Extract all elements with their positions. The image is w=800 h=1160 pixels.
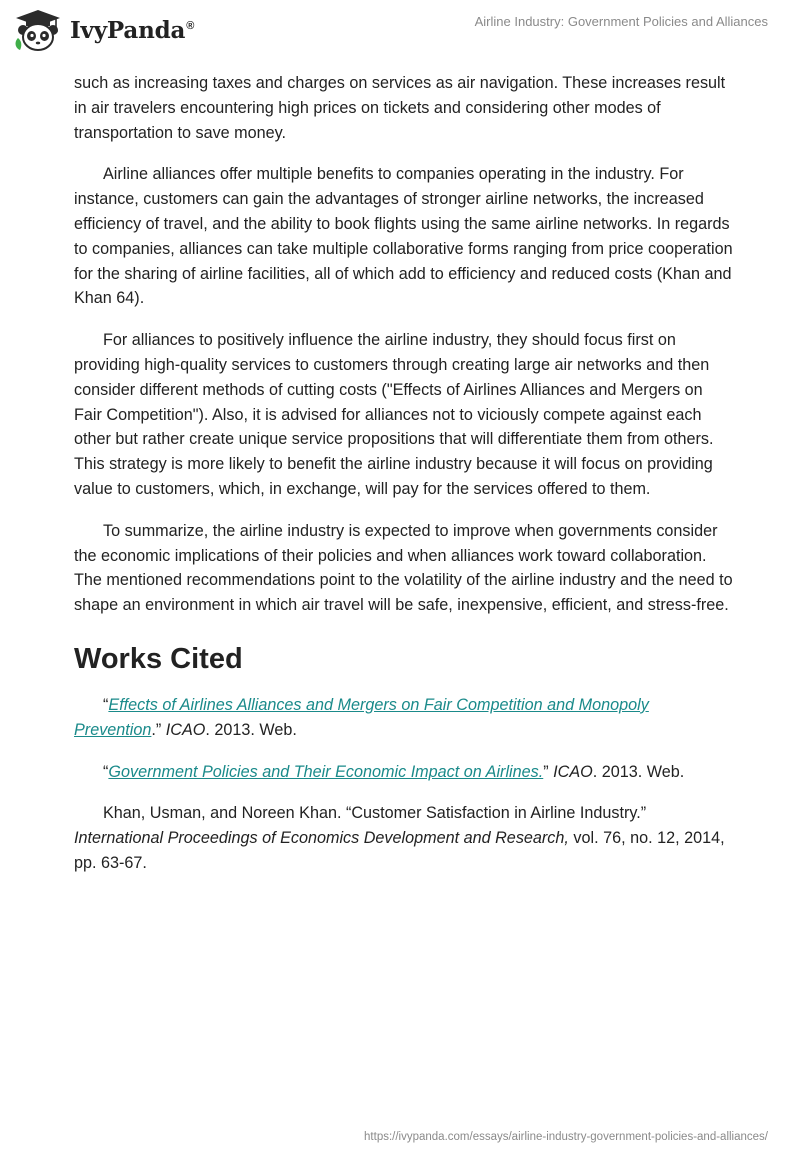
citation-2: “Government Policies and Their Economic Impact on Airlines.” ICAO. 2013. Web. — [103, 762, 685, 781]
paragraph-1: such as increasing taxes and charges on services as air navigation. These increases result in air travelers encountering high prices on tickets and considering other modes of transportation to save money. — [74, 74, 726, 142]
paragraph-3: For alliances to positively influence the airline industry, they should focus first on providing high-quality services to customers through creating large air networks and then consider different methods of cutting costs ("Effects of Airlines Alliances and Mergers on Fair Competition"). Also, it is advised for alliances not to viciously compete against each other but rather create unique service propositions that will differentiate them from others. This strategy is more likely to benefit the airline industry because it will focus on providing value to customers, which, in exchange, will pay for the services offered to them. — [74, 331, 714, 498]
panda-graduate-icon — [12, 8, 64, 52]
works-cited-heading: Works Cited — [74, 642, 243, 675]
essay-body — [74, 71, 734, 893]
document-title: Airline Industry: Government Policies and Alliances — [474, 14, 768, 29]
ivypanda-logo[interactable] — [12, 8, 194, 52]
paragraph-4: To summarize, the airline industry is expected to improve when governments consider the economic implications of their policies and when alliances work toward collaboration. The mentioned recommendations point to the volatility of the airline industry and the need to shape an environment in which air travel will be safe, inexpensive, efficient, and stress-free. — [74, 521, 733, 615]
citation-1-link[interactable]: Effects of Airlines Alliances and Mergers on Fair Competition and Monopoly Prevention — [74, 695, 649, 739]
paragraph-2: Airline alliances offer multiple benefits to companies operating in the industry. For instance, customers can gain the advantages of stronger airline networks, the increased efficiency of travel, and the ability to book flights using the same airline networks. In regards to companies, alliances can take multiple collaborative forms ranging from price cooperation for the sharing of airline facilities, all of which add to efficiency and reduced costs (Khan and Khan 64). — [74, 165, 733, 308]
logo-wordmark: IvyPanda® — [70, 16, 195, 44]
page-header — [0, 0, 800, 62]
citation-3: Khan, Usman, and Noreen Khan. “Customer Satisfaction in Airline Industry.” International Proceedings of Economics Development and Research, vol. 76, no. 12, 2014, pp. 63-67. — [74, 804, 725, 872]
page-source-url: https://ivypanda.com/essays/airline-industry-government-policies-and-alliances/ — [364, 1131, 768, 1143]
citation-1: “Effects of Airlines Alliances and Mergers on Fair Competition and Monopoly Prevention.” ICAO. 2013. Web. — [74, 695, 649, 739]
citation-2-link[interactable]: Government Policies and Their Economic Impact on Airlines. — [108, 762, 544, 781]
